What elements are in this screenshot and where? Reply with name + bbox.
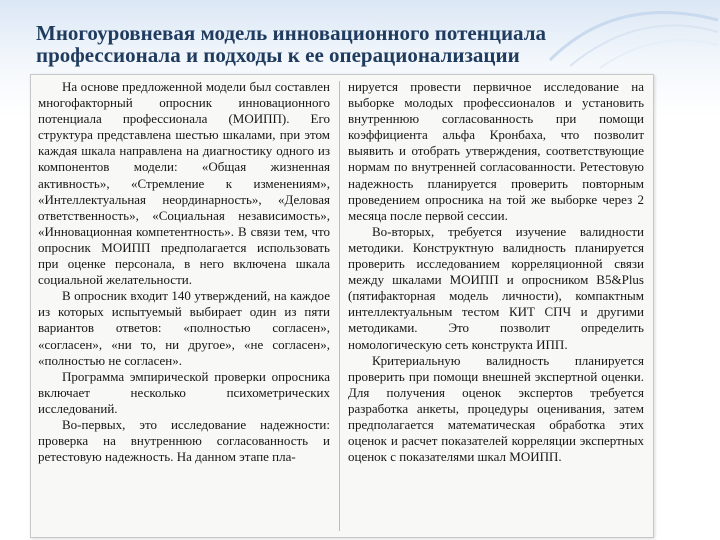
paragraph: На основе предложенной модели был составлен многофакторный опросник инновационного потенциала профессионала (МОИПП). Его структура представлена шестью шкалами, при этом каждая шкала направлена на диагностику одного из компонентов модели: «Общая жизненная активность», «Стремление к изменениям», «Интеллектуальная неординарность», «Деловая ответственность», «Социальная независимость», «Инновационная компетентность». В связи тем, что опросник МОИПП предполагается использовать при оценке персонала, в него включена шкала социальной желательности.	[38, 79, 330, 288]
slide-title-line-1: Многоуровневая модель инновационного потенциала	[36, 22, 547, 45]
paragraph: В опросник входит 140 утверждений, на каждое из которых испытуемый выбирает один из пяти вариантов ответов: «полностью согласен», «согласен», «ни то, ни другое», «не согласен», «полностью не согласен».	[38, 288, 330, 368]
paragraph: нируется провести первичное исследование на выборке молодых профессионалов и установить внутреннюю согласованность при помощи коэффициента альфа Кронбаха, что позволит выявить и отобрать утверждения, соответствующие нормам по внутренней согласованности. Ретестовую надежность планируется проверить повторным проведением опросника на той же выборке через 2 месяца после первой сессии.	[348, 79, 644, 223]
scanned-text-page	[30, 74, 654, 538]
paragraph: Критериальную валидность планируется проверить при помощи внешней экспертной оценки. Для получения оценок экспертов требуется разработка анкеты, процедуры оценивания, затем предполагается математическая обработка этих оценок и расчет показателей корреляции экспертных оценок с показателями шкал МОИПП.	[348, 352, 644, 465]
slide-title-line-2: профессионала и подходы к ее операционализации	[36, 43, 520, 67]
slide-title	[36, 22, 676, 70]
left-text-column	[38, 79, 330, 465]
column-divider	[339, 81, 340, 531]
paragraph: Во-первых, это исследование надежности: проверка на внутреннюю согласованность и ретестовую надежность. На данном этапе пла-	[38, 416, 330, 465]
paragraph: Во-вторых, требуется изучение валидности методики. Конструктную валидность планируется проверить исследованием корреляционной связи между шкалами МОИПП и опросником B5&Plus (пятифакторная модель личности), компактным интеллектуальным тестом КИТ СПЧ и другими методиками. Это позволит определить номологическую сеть конструкта ИПП.	[348, 223, 644, 352]
right-text-column	[348, 79, 644, 465]
paragraph: Программа эмпирической проверки опросника включает несколько психометрических исследований.	[38, 368, 330, 416]
